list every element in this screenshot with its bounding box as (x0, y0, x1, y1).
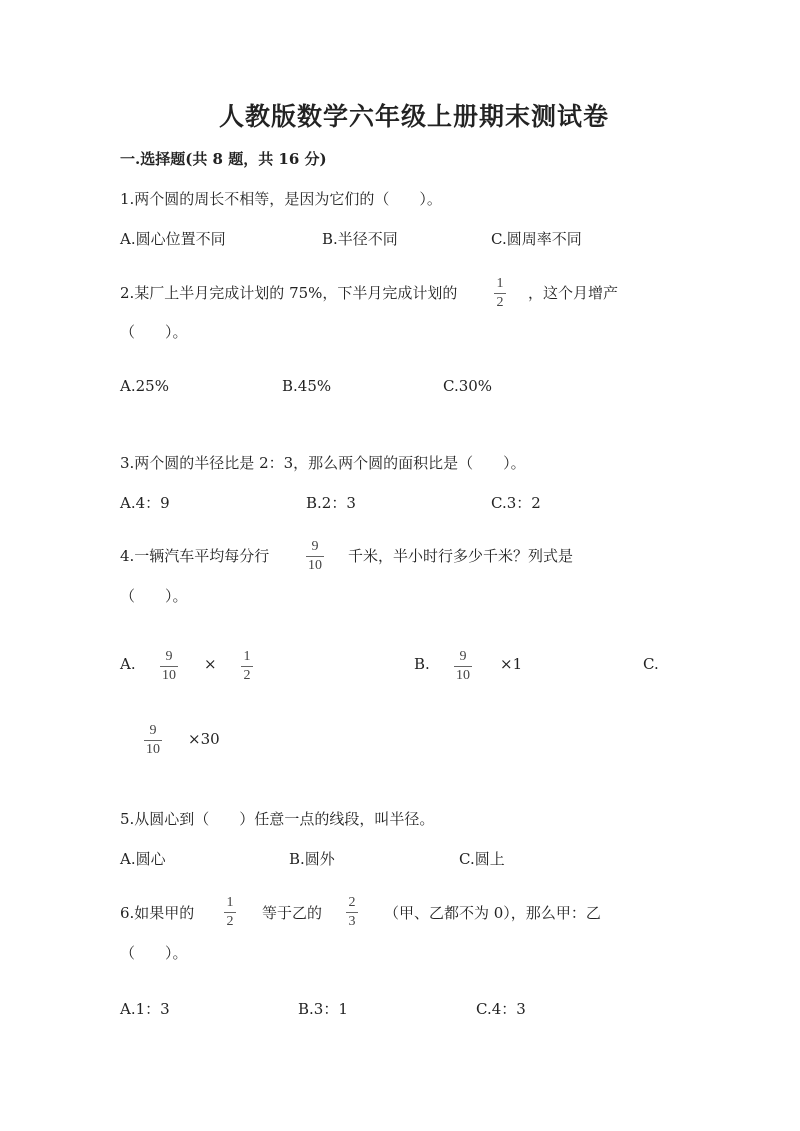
q4-fraction (306, 540, 324, 573)
q4-option-a-label: A. (120, 655, 136, 673)
question-2-blank: （ ）。 (120, 323, 188, 341)
question-4-blank: （ ）。 (120, 587, 188, 605)
fraction-numerator: 2 (348, 895, 356, 910)
q6-fraction-1 (224, 896, 236, 929)
q3-option-c[interactable]: C.3：2 (491, 494, 541, 512)
q6-option-a[interactable]: A.1：3 (120, 1000, 170, 1018)
question-2-stem-end: ，这个月增产 (528, 284, 619, 302)
question-5-stem: 5.从圆心到（ ）任意一点的线段，叫半径。 (120, 810, 435, 828)
question-6-stem-end: （甲、乙都不为 0），那么甲：乙 (384, 904, 601, 922)
q4-option-a-operator: × (204, 655, 217, 673)
fraction-denominator: 10 (162, 668, 176, 683)
q2-option-a[interactable]: A.25% (120, 377, 169, 395)
q6-option-c[interactable]: C.4：3 (476, 1000, 526, 1018)
q4-option-b-fraction (454, 650, 472, 683)
question-6-stem-start: 6.如果甲的 (120, 904, 195, 922)
q5-option-a[interactable]: A.圆心 (120, 850, 166, 868)
fraction-denominator: 2 (243, 668, 251, 683)
q1-option-a[interactable]: A.圆心位置不同 (120, 230, 226, 248)
q2-option-b[interactable]: B.45% (282, 377, 332, 395)
q4-option-c-tail: ×30 (188, 730, 220, 748)
q4-option-b-label: B. (414, 655, 430, 673)
fraction-numerator: 1 (226, 895, 234, 910)
q2-option-c[interactable]: C.30% (443, 377, 493, 395)
fraction-denominator: 2 (226, 914, 234, 929)
q5-option-b[interactable]: B.圆外 (289, 850, 335, 868)
question-1-stem: 1.两个圆的周长不相等，是因为它们的（ ）。 (120, 190, 442, 208)
question-6-blank: （ ）。 (120, 944, 188, 962)
question-4-stem-end: 千米，半小时行多少千米？列式是 (348, 547, 574, 565)
fraction-denominator: 10 (308, 558, 322, 573)
fraction-numerator: 9 (149, 723, 157, 738)
fraction-denominator: 10 (456, 668, 470, 683)
question-2-stem-start: 2.某厂上半月完成计划的 75%，下半月完成计划的 (120, 284, 458, 302)
q4-option-a-fraction-2 (241, 650, 253, 683)
q6-option-b[interactable]: B.3：1 (298, 1000, 348, 1018)
q3-option-b[interactable]: B.2：3 (306, 494, 356, 512)
q1-option-b[interactable]: B.半径不同 (322, 230, 398, 248)
section-heading: 一.选择题(共 8 题，共 16 分) (120, 150, 327, 168)
page-title: 人教版数学六年级上册期末测试卷 (219, 102, 610, 131)
q4-option-c-fraction (144, 724, 162, 757)
fraction-numerator: 1 (496, 276, 504, 291)
fraction-numerator: 9 (311, 539, 319, 554)
q6-fraction-2 (346, 896, 358, 929)
q4-option-b-tail: ×1 (500, 655, 523, 673)
fraction-denominator: 2 (496, 295, 504, 310)
q5-option-c[interactable]: C.圆上 (459, 850, 505, 868)
fraction-denominator: 10 (146, 742, 160, 757)
fraction-denominator: 3 (348, 914, 356, 929)
q4-option-a-fraction-1 (160, 650, 178, 683)
q3-option-a[interactable]: A.4：9 (120, 494, 170, 512)
fraction-numerator: 9 (459, 649, 467, 664)
question-6-stem-middle: 等于乙的 (262, 904, 323, 922)
q1-option-c[interactable]: C.圆周率不同 (491, 230, 582, 248)
q2-fraction (494, 277, 506, 310)
fraction-numerator: 1 (243, 649, 251, 664)
question-3-stem: 3.两个圆的半径比是 2：3，那么两个圆的面积比是（ ）。 (120, 454, 526, 472)
q4-option-c-label: C. (643, 655, 659, 673)
question-4-stem-start: 4.一辆汽车平均每分行 (120, 547, 270, 565)
fraction-numerator: 9 (165, 649, 173, 664)
